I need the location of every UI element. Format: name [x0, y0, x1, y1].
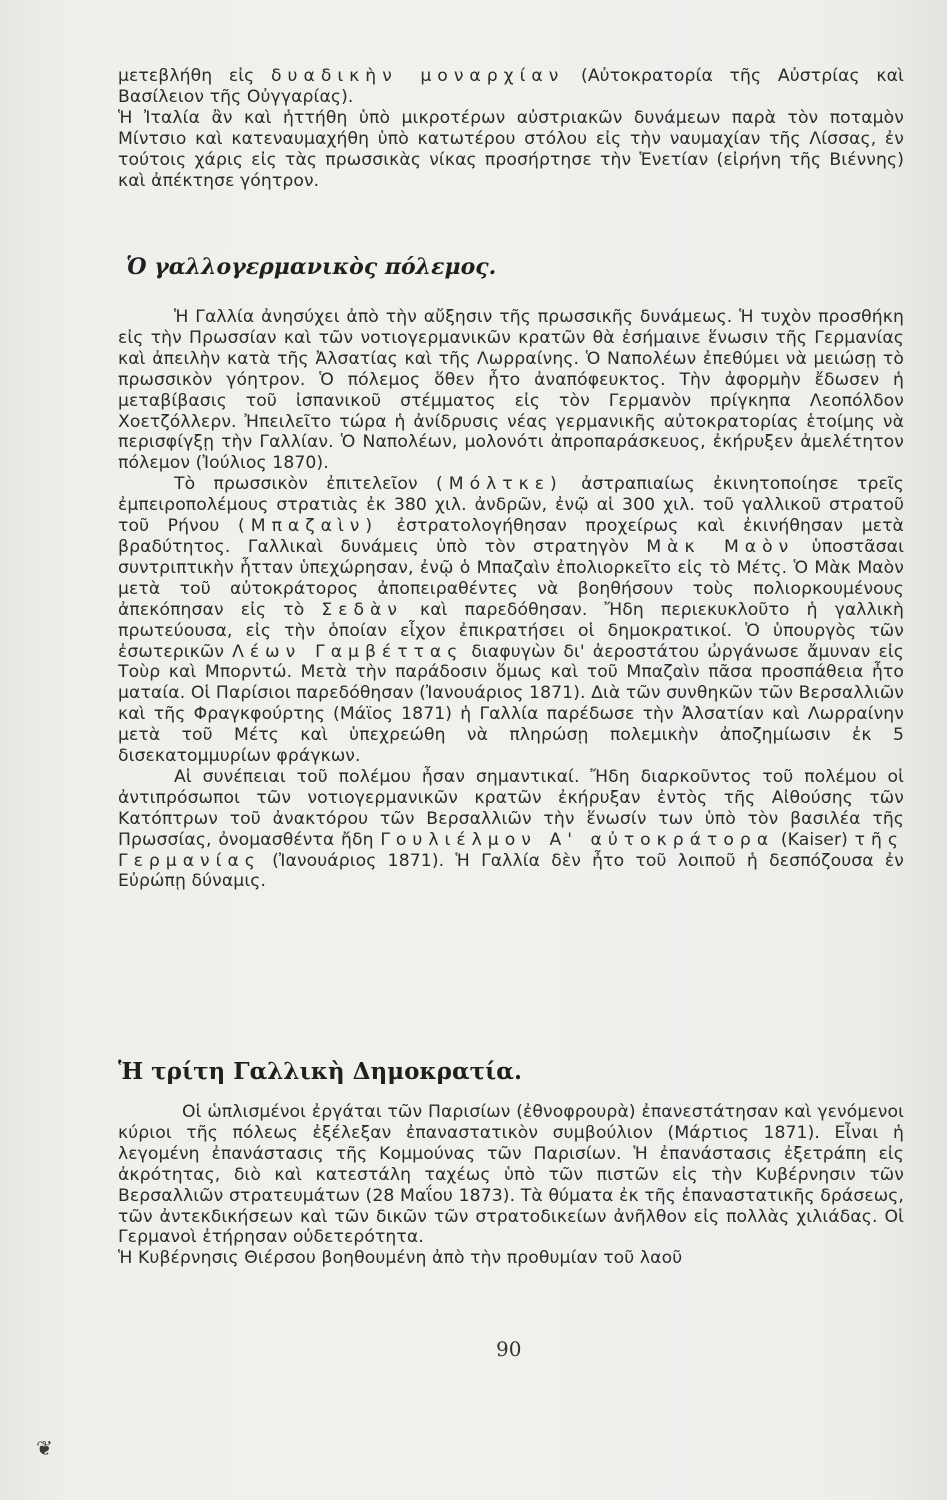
spaced-term: Γουλιέλμον Α' αὐτοκράτορα	[380, 829, 775, 850]
intro-paragraph-1	[118, 66, 904, 108]
intro-text: μετεβλήθη εἰς	[118, 66, 272, 86]
spaced-term: Λέων Γαμβέττας	[232, 641, 464, 662]
spaced-term: (Μπαζαὶν)	[238, 516, 379, 537]
republic-section	[118, 1102, 904, 1269]
spaced-term: Μὰκ Μαὸν	[646, 536, 795, 557]
war-paragraph-2	[118, 474, 904, 767]
intro-paragraph-2: Ἡ Ἰταλία ἂν καὶ ἡττήθη ὑπὸ μικροτέρων αὐστριακῶν δυνάμεων παρὰ τὸν ποταμὸν Μίντσιο καὶ κατεναυμαχήθη ὑπὸ κατωτέρου στόλου εἰς τὴν ναυμαχίαν τῆς Λίσσας, ἐν τούτοις χάρις εἰς τὰς πρωσσικὰς νίκας προσήρτησε τὴν Ἑνετίαν (εἰρήνη τῆς Βιέννης) καὶ ἀπέκτησε γόητρον.	[118, 107, 904, 191]
spaced-term: (Μόλτκε)	[436, 474, 563, 495]
text-run: (Ἰανουάριος 1871). Ἡ Γαλλία δὲν ἦτο τοῦ λοιποῦ ἡ δεσπόζουσα ἐν Εὐρώπῃ δύναμις.	[118, 850, 904, 892]
text-run: Τὸ πρωσσικὸν ἐπιτελεῖον	[174, 474, 437, 495]
spaced-term: Σεδὰν	[321, 599, 403, 620]
spaced-term: τῆς Γερμανίας	[118, 829, 904, 871]
spaced-term: δυαδικὴν μοναρχίαν	[271, 66, 565, 86]
republic-paragraph-1: Οἱ ὡπλισμένοι ἐργάται τῶν Παρισίων (ἐθνοφρουρὰ) ἐπανεστάτησαν καὶ γενόμενοι κύριοι τῆς πόλεως ἐξέλεξαν ἐπαναστατικὸν συμβούλιον (Μάρτιος 1871). Εἶναι ἡ λεγομένη ἐπανάστασις τῆς Κομμούνας τῶν Παρισίων. Ἡ ἐπανάστασις ἐξετράπη εἰς ἀκρότητας, διὸ καὶ κατεστάλη ταχέως ὑπὸ τῶν πιστῶν εἰς τὴν Κυβέρνησιν τῶν Βερσαλλιῶν στρατευμάτων (28 Μαΐου 1873). Τὰ θύματα ἐκ τῆς ἐπαναστατικῆς δράσεως, τῶν ἀντεκδικήσεων καὶ τῶν δικῶν τῶν στρατοδικείων ἀνῆλθον εἰς πολλὰς χιλιάδας. Οἱ Γερμανοὶ ἐτήρησαν οὐδετερότητα.	[118, 1102, 904, 1248]
intro-section	[118, 66, 904, 191]
text-run: καὶ παρεδόθησαν. Ἤδη περιεκυκλοῦτο ἡ γαλλικὴ πρωτεύουσα, εἰς τὴν ὁποίαν εἶχον ἐπικρατήσει οἱ δημοκρατικοί. Ὁ ὑπουργὸς τῶν ἐσωτερικῶν	[118, 599, 904, 662]
text-run: ἀστραπιαίως ἐκινητοποίησε τρεῖς ἐμπειροπολέμους στρατιὰς ἐκ 380 χιλ. ἀνδρῶν, ἐνῷ αἱ 300 χιλ. τοῦ γαλλικοῦ στρατοῦ τοῦ Ρήνου	[118, 474, 904, 537]
text-run: διαφυγὼν δι' ἀεροστάτου ὠργάνωσε ἄμυναν εἰς Τοὺρ καὶ Μπορντώ. Μετὰ τὴν παράδοσιν ὅμως καὶ τοῦ Μπαζαὶν πᾶσα προσπάθεια ἦτο ματαία. Οἱ Παρίσιοι παρεδόθησαν (Ἰανουάριος 1871). Διὰ τῶν συνθηκῶν τῶν Βερσαλλιῶν καὶ τῆς Φραγκφούρτης (Μάϊος 1871) ἡ Γαλλία παρέδωσε τὴν Ἀλσατίαν καὶ Λωρραίνην μετὰ τοῦ Μέτς καὶ ὑπεχρεώθη νὰ πληρώσῃ πολεμικὴν ἀποζημίωσιν ἐκ 5 δισεκατομμυρίων φράγκων.	[118, 641, 905, 767]
war-paragraph-1: Ἡ Γαλλία ἀνησύχει ἀπὸ τὴν αὔξησιν τῆς πρωσσικῆς δυνάμεως. Ἡ τυχὸν προσθήκη εἰς τὴν Πρωσσίαν καὶ τῶν νοτιογερμανικῶν κρατῶν θὰ ἐσήμαινε ἕνωσιν τῆς Γερμανίας καὶ ἀπειλὴν κατὰ τῆς Ἀλσατίας καὶ τῆς Λωρραίνης. Ὁ Ναπολέων ἐπεθύμει νὰ μειώσῃ τὸ πρωσσικὸν γόητρον. Ὁ πόλεμος ὅθεν ἦτο ἀναπόφευκτος. Τὴν ἀφορμὴν ἔδωσεν ἡ μεταβίβασις τοῦ ἰσπανικοῦ στέμματος εἰς τὸν Γερμανὸν πρίγκηπα Λεοπόλδον Χοετζόλλερν. Ἠπειλεῖτο τώρα ἡ ἀνίδρυσις νέας γερμανικῆς αὐτοκρατορίας ἑτοίμης νὰ περισφίγξῃ τὴν Γαλλίαν. Ὁ Ναπολέων, μολονότι ἀπροπαράσκευος, ἐκήρυξεν ἀμελέτητον πόλεμον (Ἰούλιος 1870).	[118, 307, 904, 474]
ornament-icon: ❦	[36, 1436, 53, 1460]
war-section	[118, 307, 904, 892]
heading-franco-prussian-war: Ὁ γαλλογερμανικὸς πόλεμος.	[126, 254, 497, 280]
war-paragraph-3	[118, 767, 904, 892]
page-number: 90	[496, 1337, 522, 1361]
republic-paragraph-2: Ἡ Κυβέρνησις Θιέρσου βοηθουμένη ἀπὸ τὴν προθυμίαν τοῦ λαοῦ	[118, 1248, 683, 1269]
text-run: ὑποστᾶσαι συντριπτικὴν ἧτταν ὑπεχώρησαν, ἐνῷ ὁ Μπαζαὶν ἐπολιορκεῖτο εἰς τὸ Μέτς. Ὁ Μὰκ Μαὸν μετὰ τοῦ αὐτοκράτορος ἀποπειραθέντες νὰ βοηθήσουν τοὺς πολιορκουμένους ἀπεκόπησαν εἰς τὸ	[118, 536, 904, 620]
text-run: Αἱ συνέπειαι τοῦ πολέμου ἦσαν σημαντικαί. Ἤδη διαρκοῦντος τοῦ πολέμου οἱ ἀντιπρόσωποι τῶν νοτιογερμανικῶν κρατῶν ἐκήρυξαν ἐντὸς τῆς Αἰθούσης τῶν Κατόπτρων τοῦ ἀνακτόρου τῶν Βερσαλλιῶν τὴν ἕνωσίν των ὑπὸ τὸν βασιλέα τῆς Πρωσσίας, ὀνομασθέντα ἤδη	[118, 766, 904, 850]
text-run: ἐστρατολογήθησαν προχείρως καὶ ἐκινήθησαν μετὰ βραδύτητος. Γαλλικαὶ δυνάμεις ὑπὸ τὸν στρατηγὸν	[118, 516, 904, 557]
text-run: (Kaiser)	[774, 829, 855, 850]
intro-text: (Αὐτοκρατορία τῆς Αὐστρίας καὶ Βασίλειον τῆς Οὐγγαρίας).	[118, 66, 904, 107]
heading-third-republic: Ἡ τρίτη Γαλλικὴ Δημοκρατία.	[118, 1058, 522, 1085]
